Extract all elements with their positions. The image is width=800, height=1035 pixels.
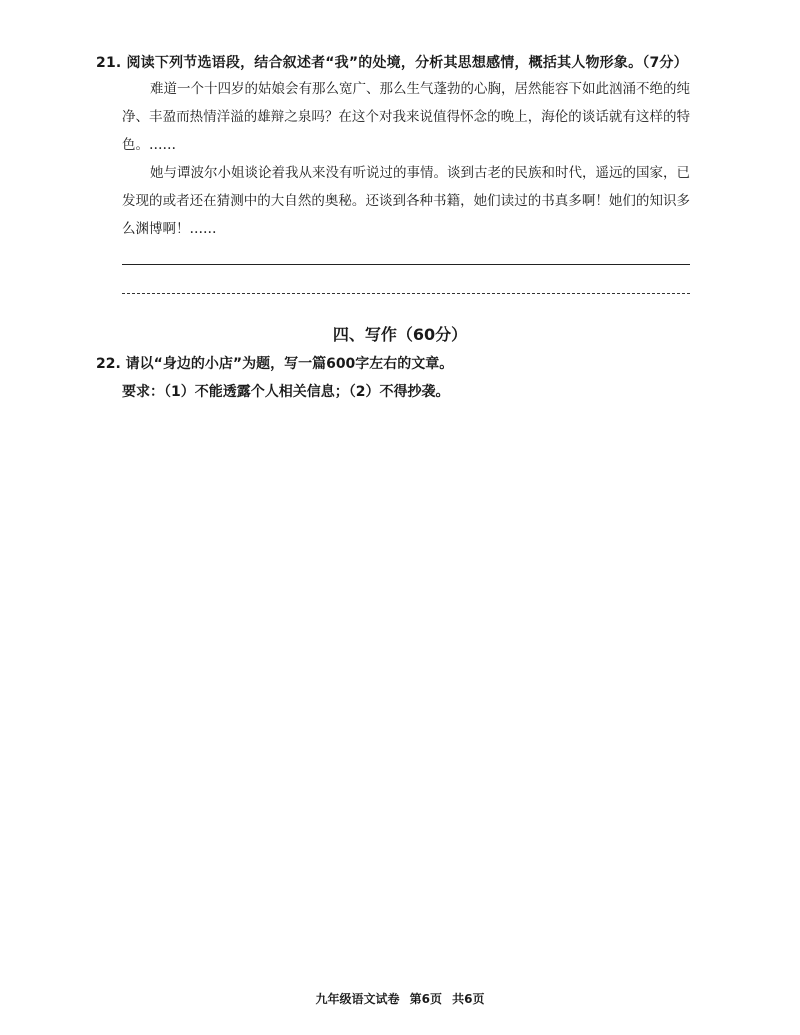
page-footer: 九年级语文试卷 第6页 共6页 (315, 992, 485, 1006)
question-22-requirements: 要求：（1）不能透露个人相关信息；（2）不得抄袭。 (122, 384, 450, 400)
excerpt-paragraph-2: 她与谭波尔小姐谈论着我从来没有听说过的事情。谈到古老的民族和时代，遥远的国家，已发现的或者还在猜测中的大自然的奥秘。还谈到各种书籍，她们读过的书真多啊！她们的知识多么渊博啊！…… (122, 165, 690, 237)
answer-line-1[interactable] (122, 264, 690, 265)
question-22-prompt: 22. 请以“身边的小店”为题，写一篇600字左右的文章。 (96, 356, 454, 372)
section-heading-writing: 四、写作（60分） (332, 325, 468, 344)
answer-line-2[interactable] (122, 293, 690, 294)
excerpt-paragraph-1: 难道一个十四岁的姑娘会有那么宽广、那么生气蓬勃的心胸，居然能容下如此汹涌不绝的纯净、丰盈而热情洋溢的雄辩之泉吗？在这个对我来说值得怀念的晚上，海伦的谈话就有这样的特色。…… (122, 81, 690, 153)
question-21-prompt: 21. 阅读下列节选语段，结合叙述者“我”的处境，分析其思想感情，概括其人物形象。（7分） (96, 55, 688, 71)
